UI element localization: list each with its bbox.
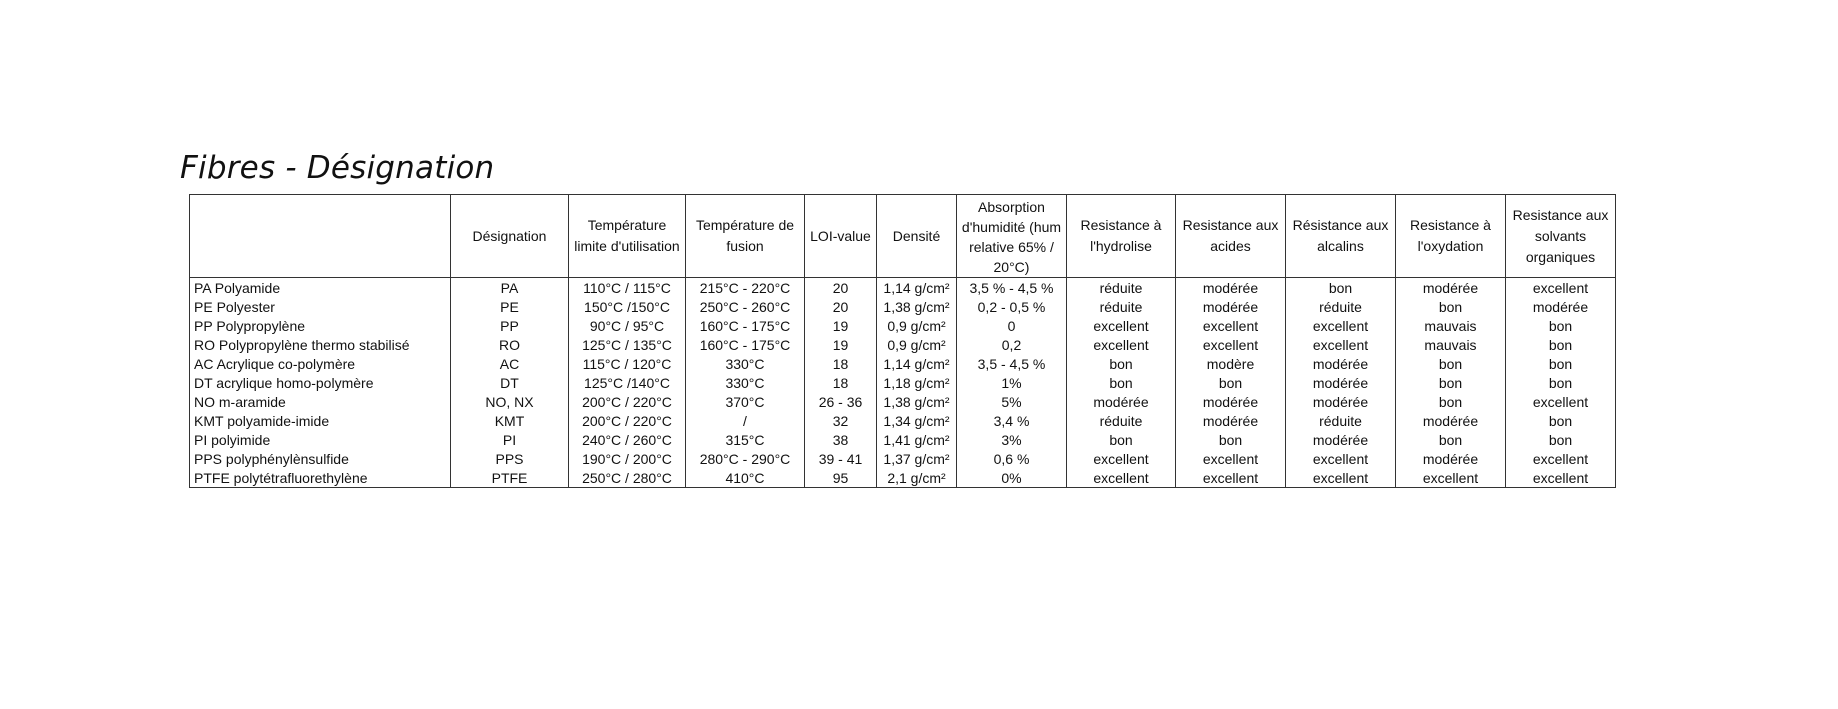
table-row [190, 430, 1616, 449]
table-cell: excellent [1506, 468, 1616, 488]
table-cell: bon [1067, 430, 1176, 449]
header-cell: Température de fusion [686, 195, 805, 278]
table-cell: 20 [805, 278, 877, 298]
header-cell: Résistance aux alcalins [1286, 195, 1396, 278]
header-cell: Absorption d'humidité (hum relative 65% / 20°C) [957, 195, 1067, 278]
table-cell: 90°C / 95°C [569, 316, 686, 335]
table-row [190, 354, 1616, 373]
fibre-name-cell: PI polyimide [190, 430, 451, 449]
table-cell: modérée [1286, 392, 1396, 411]
table-cell: réduite [1286, 411, 1396, 430]
table-cell: 125°C /140°C [569, 373, 686, 392]
table-cell: 2,1 g/cm² [877, 468, 957, 488]
table-cell: 315°C [686, 430, 805, 449]
table-cell: 3,5 % - 4,5 % [957, 278, 1067, 298]
table-cell: PI [451, 430, 569, 449]
header-row [190, 195, 1616, 278]
table-cell: 0,9 g/cm² [877, 335, 957, 354]
table-cell: bon [1396, 392, 1506, 411]
table-cell: 250°C - 260°C [686, 297, 805, 316]
header-cell: LOI-value [805, 195, 877, 278]
table-cell: excellent [1067, 335, 1176, 354]
table-cell: modérée [1176, 411, 1286, 430]
table-cell: bon [1396, 354, 1506, 373]
table-cell: bon [1506, 411, 1616, 430]
header-cell [190, 195, 451, 278]
table-cell: excellent [1176, 316, 1286, 335]
header-cell: Densité [877, 195, 957, 278]
table-cell: 5% [957, 392, 1067, 411]
table-cell: DT [451, 373, 569, 392]
table-cell: excellent [1396, 468, 1506, 488]
table-cell: 26 - 36 [805, 392, 877, 411]
table-cell: 215°C - 220°C [686, 278, 805, 298]
table-cell: excellent [1286, 468, 1396, 488]
table-cell: 160°C - 175°C [686, 316, 805, 335]
fibre-name-cell: PE Polyester [190, 297, 451, 316]
table-cell: RO [451, 335, 569, 354]
table-cell: 200°C / 220°C [569, 392, 686, 411]
table-cell: NO, NX [451, 392, 569, 411]
table-row [190, 411, 1616, 430]
table-row [190, 278, 1616, 298]
fibre-name-cell: RO Polypropylène thermo stabilisé [190, 335, 451, 354]
table-cell: modérée [1176, 392, 1286, 411]
table-cell: 160°C - 175°C [686, 335, 805, 354]
table-cell: PE [451, 297, 569, 316]
table-cell: bon [1506, 354, 1616, 373]
table-cell: réduite [1286, 297, 1396, 316]
table-cell: 1,41 g/cm² [877, 430, 957, 449]
table-cell: 190°C / 200°C [569, 449, 686, 468]
table-cell: 19 [805, 316, 877, 335]
table-cell: excellent [1067, 449, 1176, 468]
table-cell: 280°C - 290°C [686, 449, 805, 468]
table-cell: modérée [1286, 354, 1396, 373]
table-cell: / [686, 411, 805, 430]
header-cell: Resistance aux solvants organiques [1506, 195, 1616, 278]
table-cell: modérée [1506, 297, 1616, 316]
table-cell: 39 - 41 [805, 449, 877, 468]
table-cell: réduite [1067, 278, 1176, 298]
table-row [190, 373, 1616, 392]
fibre-name-cell: PPS polyphénylènsulfide [190, 449, 451, 468]
table-cell: excellent [1506, 278, 1616, 298]
table-cell: excellent [1286, 316, 1396, 335]
table-cell: bon [1396, 373, 1506, 392]
fibre-name-cell: PA Polyamide [190, 278, 451, 298]
table-cell: bon [1067, 354, 1176, 373]
table-cell: modérée [1286, 373, 1396, 392]
table-cell: 110°C / 115°C [569, 278, 686, 298]
table-cell: modère [1176, 354, 1286, 373]
table-cell: modérée [1067, 392, 1176, 411]
table-cell: 18 [805, 354, 877, 373]
table-cell: 0,2 - 0,5 % [957, 297, 1067, 316]
table-row [190, 392, 1616, 411]
table-cell: 3,4 % [957, 411, 1067, 430]
fibre-name-cell: KMT polyamide-imide [190, 411, 451, 430]
table-cell: excellent [1286, 335, 1396, 354]
table-cell: 3,5 - 4,5 % [957, 354, 1067, 373]
table-cell: 0,2 [957, 335, 1067, 354]
table-cell: 0,9 g/cm² [877, 316, 957, 335]
table-cell: AC [451, 354, 569, 373]
table-row [190, 449, 1616, 468]
table-cell: 240°C / 260°C [569, 430, 686, 449]
table-cell: modérée [1396, 411, 1506, 430]
table-cell: excellent [1067, 468, 1176, 488]
table-cell: 19 [805, 335, 877, 354]
header-cell: Désignation [451, 195, 569, 278]
table-cell: PP [451, 316, 569, 335]
table-cell: excellent [1067, 316, 1176, 335]
table-cell: 20 [805, 297, 877, 316]
table-cell: bon [1067, 373, 1176, 392]
table-cell: 330°C [686, 373, 805, 392]
table-row [190, 316, 1616, 335]
table-cell: excellent [1506, 392, 1616, 411]
table-cell: bon [1286, 278, 1396, 298]
table-cell: KMT [451, 411, 569, 430]
table-cell: 0 [957, 316, 1067, 335]
table-cell: 32 [805, 411, 877, 430]
table-cell: 18 [805, 373, 877, 392]
table-cell: 38 [805, 430, 877, 449]
table-cell: 1,18 g/cm² [877, 373, 957, 392]
table-cell: bon [1176, 373, 1286, 392]
table-cell: modérée [1396, 449, 1506, 468]
table-cell: 0% [957, 468, 1067, 488]
table-cell: 1,38 g/cm² [877, 297, 957, 316]
table-cell: 115°C / 120°C [569, 354, 686, 373]
table-row [190, 468, 1616, 488]
header-cell: Resistance à l'hydrolise [1067, 195, 1176, 278]
table-cell: bon [1396, 430, 1506, 449]
fibre-name-cell: PTFE polytétrafluorethylène [190, 468, 451, 488]
table-cell: excellent [1176, 335, 1286, 354]
table-cell: 150°C /150°C [569, 297, 686, 316]
table-cell: modérée [1176, 297, 1286, 316]
table-cell: 0,6 % [957, 449, 1067, 468]
table-cell: 1,14 g/cm² [877, 354, 957, 373]
table-cell: bon [1506, 316, 1616, 335]
table-cell: modérée [1396, 278, 1506, 298]
table-cell: bon [1396, 297, 1506, 316]
table-cell: excellent [1176, 468, 1286, 488]
table-cell: bon [1506, 373, 1616, 392]
table-cell: 200°C / 220°C [569, 411, 686, 430]
table-cell: 250°C / 280°C [569, 468, 686, 488]
table-cell: mauvais [1396, 335, 1506, 354]
header-cell: Resistance à l'oxydation [1396, 195, 1506, 278]
table-cell: réduite [1067, 411, 1176, 430]
table-cell: 1,37 g/cm² [877, 449, 957, 468]
header-cell: Resistance aux acides [1176, 195, 1286, 278]
table-cell: 1,38 g/cm² [877, 392, 957, 411]
table-cell: excellent [1286, 449, 1396, 468]
table-cell: 3% [957, 430, 1067, 449]
table-cell: 1% [957, 373, 1067, 392]
table-cell: 95 [805, 468, 877, 488]
fibre-name-cell: AC Acrylique co-polymère [190, 354, 451, 373]
table-cell: bon [1176, 430, 1286, 449]
table-cell: 410°C [686, 468, 805, 488]
table-cell: excellent [1506, 449, 1616, 468]
table-body [190, 278, 1616, 488]
table-cell: modérée [1176, 278, 1286, 298]
fibre-name-cell: NO m-aramide [190, 392, 451, 411]
table-cell: PTFE [451, 468, 569, 488]
table-cell: PPS [451, 449, 569, 468]
table-cell: PA [451, 278, 569, 298]
fibre-name-cell: DT acrylique homo-polymère [190, 373, 451, 392]
table-cell: 330°C [686, 354, 805, 373]
page-title: Fibres - Désignation [180, 150, 495, 186]
table-row [190, 297, 1616, 316]
table-cell: modérée [1286, 430, 1396, 449]
table-cell: mauvais [1396, 316, 1506, 335]
fibres-table [189, 194, 1616, 488]
table-cell: 1,14 g/cm² [877, 278, 957, 298]
fibre-name-cell: PP Polypropylène [190, 316, 451, 335]
table-cell: réduite [1067, 297, 1176, 316]
table-cell: 125°C / 135°C [569, 335, 686, 354]
table-cell: excellent [1176, 449, 1286, 468]
table-cell: 370°C [686, 392, 805, 411]
table-cell: bon [1506, 430, 1616, 449]
table-row [190, 335, 1616, 354]
table-cell: bon [1506, 335, 1616, 354]
table-cell: 1,34 g/cm² [877, 411, 957, 430]
header-cell: Température limite d'utilisation [569, 195, 686, 278]
